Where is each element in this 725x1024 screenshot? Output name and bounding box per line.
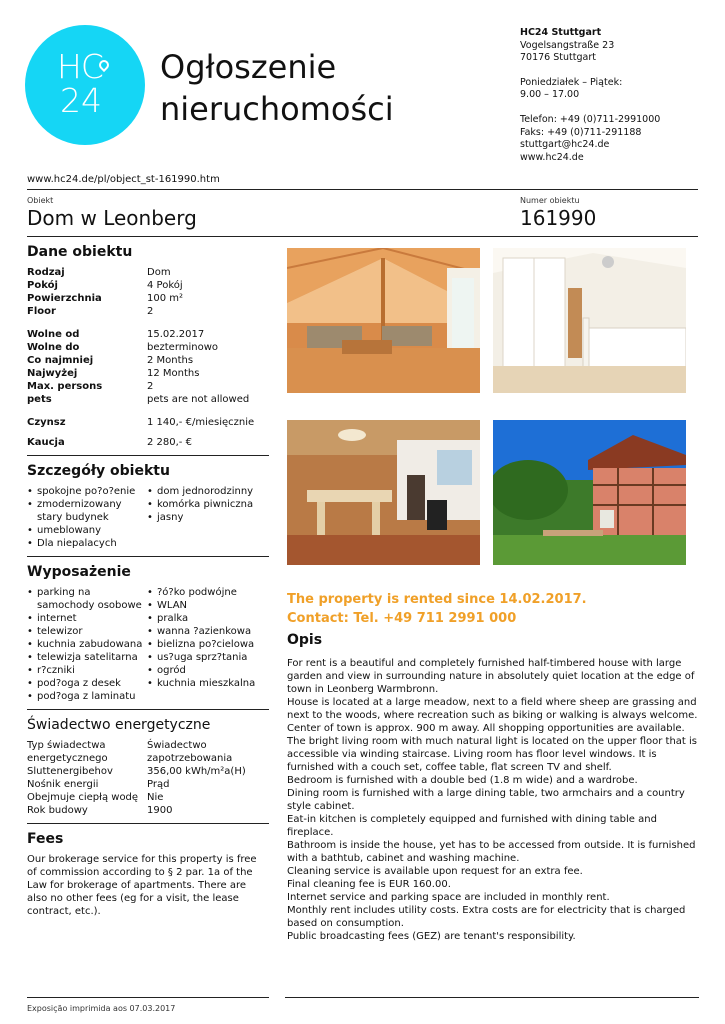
- property-key: pets: [27, 394, 52, 405]
- list-item: • r?czniki: [27, 664, 147, 677]
- property-key: Wolne do: [27, 342, 80, 353]
- description-paragraph: For rent is a beautiful and completely furnished half-timbered house with large garden and view in surrounding nature in absolutely quiet location at the edge of town in Leonberg Warmbronn.: [287, 658, 695, 695]
- property-value: 356,00 kWh/m²a(H): [147, 766, 246, 777]
- property-value: Świadectwo zapotrzebowania: [147, 740, 233, 764]
- left-column: [27, 244, 269, 918]
- divider: [27, 189, 698, 190]
- list-item: • umeblowany: [27, 524, 147, 537]
- property-row: [27, 341, 269, 354]
- list-item: • us?uga sprz?tania: [147, 651, 255, 664]
- divider: [27, 236, 698, 237]
- section-title-fees: Fees: [27, 831, 64, 847]
- agency-name: HC24 Stuttgart: [520, 27, 602, 38]
- property-value: 2 280,- €: [147, 437, 192, 448]
- property-value: 4 Pokój: [147, 280, 183, 291]
- rented-contact: Contact: Tel. +49 711 2991 000: [287, 611, 517, 626]
- property-value: 1 140,- €/miesięcznie: [147, 417, 255, 428]
- description-paragraph: Dining room is furnished with a large dining table, two armchairs and a country style cabinet.: [287, 788, 685, 812]
- list-item: • jasny: [147, 511, 253, 524]
- property-key: Obejmuje ciepłą wodę: [27, 792, 139, 803]
- rented-since: The property is rented since 14.02.2017.: [287, 592, 587, 607]
- property-value: 1900: [147, 805, 173, 816]
- property-key: Powierzchnia: [27, 293, 102, 304]
- list-item: • ogród: [147, 664, 255, 677]
- agency-fax: Faks: +49 (0)711-291188: [520, 126, 642, 138]
- property-value: pets are not allowed: [147, 394, 250, 405]
- agency-phone: Telefon: +49 (0)711-2991000: [520, 113, 661, 125]
- property-key: Nośnik energii: [27, 779, 99, 790]
- description-paragraph: Internet service and parking space are included in monthly rent.: [287, 892, 610, 903]
- photo-bedroom[interactable]: [493, 248, 686, 393]
- list-item: • spokojne po?o?enie: [27, 485, 147, 498]
- list-item: • zmodernizowany stary budynek: [27, 498, 147, 524]
- property-key: Rok budowy: [27, 805, 88, 816]
- footer-divider: [27, 997, 269, 998]
- property-key: Co najmniej: [27, 355, 94, 366]
- document-title: [160, 46, 394, 130]
- photo-house-exterior[interactable]: [493, 420, 686, 565]
- list-item: • bielizna po?cielowa: [147, 638, 255, 651]
- property-row: [27, 739, 269, 765]
- property-value: 100 m²: [147, 293, 184, 304]
- section-title-szczegoly: Szczegóły obiektu: [27, 463, 170, 479]
- description-paragraph: Bathroom is inside the house, yet has to be accessed from outside. It is furnished with a bathtub, cabinet and washing machine.: [287, 840, 696, 864]
- description-paragraph: Center of town is approx. 900 m away. All shopping opportunities are available.: [287, 723, 685, 734]
- property-row: [27, 279, 269, 292]
- list-item: • dom jednorodzinny: [147, 485, 253, 498]
- property-key: Wolne od: [27, 329, 80, 340]
- property-key: Rodzaj: [27, 267, 65, 278]
- property-value: 2 Months: [147, 355, 194, 366]
- section-title-opis: Opis: [287, 632, 323, 648]
- list-item: • Dla niepalacych: [27, 537, 147, 550]
- property-row: [27, 791, 269, 804]
- agency-contact: [520, 27, 660, 164]
- list-item: • kuchnia mieszkalna: [147, 677, 255, 690]
- property-key: Sluttenergibehov: [27, 766, 113, 777]
- list-item: • wanna ?azienkowa: [147, 625, 255, 638]
- object-number: 161990: [520, 206, 597, 230]
- property-key: Floor: [27, 306, 56, 317]
- property-row: [27, 380, 269, 393]
- divider: [27, 709, 269, 710]
- property-key: Pokój: [27, 280, 58, 291]
- details-list: [27, 485, 269, 550]
- object-label: Obiekt: [27, 196, 54, 205]
- rented-notice: [287, 590, 587, 628]
- description-paragraph: Public broadcasting fees (GEZ) are tenant's responsibility.: [287, 931, 576, 942]
- section-title-dane: Dane obiektu: [27, 244, 133, 260]
- print-date: Exposição imprimida aos 07.03.2017: [27, 1004, 176, 1013]
- property-value: Nie: [147, 792, 164, 803]
- footer-divider: [285, 997, 699, 998]
- list-item: • pod?oga z desek: [27, 677, 147, 690]
- property-key: Czynsz: [27, 417, 66, 428]
- list-item: • parking na samochody osobowe: [27, 586, 147, 612]
- list-item: • kuchnia zabudowana: [27, 638, 147, 651]
- description-paragraph: Bedroom is furnished with a double bed (1.8 m wide) and a wardrobe.: [287, 775, 638, 786]
- divider: [27, 556, 269, 557]
- property-row: [27, 367, 269, 380]
- property-key: Typ świadectwa energetycznego: [27, 740, 108, 764]
- property-row: [27, 328, 269, 341]
- description-paragraph: House is located at a large meadow, next to a field where sheep are grassing and next to the woods, where recreation such as biking or walking is always welcome.: [287, 697, 698, 721]
- list-item: • telewizor: [27, 625, 147, 638]
- description-paragraph: Eat-in kitchen is completely equipped and furnished with dining table and fireplace.: [287, 814, 657, 838]
- list-item: • ?ó?ko podwójne: [147, 586, 255, 599]
- property-key: Max. persons: [27, 381, 103, 392]
- agency-street: Vogelsangstraße 23: [520, 39, 615, 51]
- divider: [27, 455, 269, 456]
- logo-text-hc: HC: [57, 47, 103, 86]
- list-item: • telewizja satelitarna: [27, 651, 147, 664]
- description-text: [287, 657, 699, 943]
- property-value: Dom: [147, 267, 171, 278]
- object-name: Dom w Leonberg: [27, 206, 197, 230]
- property-row: [27, 266, 269, 279]
- list-item: • WLAN: [147, 599, 255, 612]
- property-row: [27, 393, 269, 406]
- list-item: • komórka piwniczna: [147, 498, 253, 511]
- list-item: • pod?oga z laminatu: [27, 690, 147, 703]
- agency-city: 70176 Stuttgart: [520, 52, 596, 64]
- property-value: bezterminowo: [147, 342, 219, 353]
- document-title-line1: Ogłoszenie: [160, 48, 337, 86]
- property-row: [27, 436, 269, 449]
- section-title-energy: Świadectwo energetyczne: [27, 717, 211, 733]
- document-title-line2: nieruchomości: [160, 90, 394, 128]
- property-value: 2: [147, 306, 154, 317]
- property-value: 12 Months: [147, 368, 200, 379]
- property-value: Prąd: [147, 779, 170, 790]
- hc24-logo: [25, 25, 145, 145]
- agency-web[interactable]: www.hc24.de: [520, 151, 584, 163]
- property-row: [27, 354, 269, 367]
- property-value: 2: [147, 381, 154, 392]
- list-item: • internet: [27, 612, 147, 625]
- list-item: • pralka: [147, 612, 255, 625]
- fees-text: Our brokerage service for this property is free of commission according to § 2 par. 1a of the Law for brokerage of apartments. There are also no other fees (eg for a visit, the lease contract, etc.).: [27, 854, 257, 917]
- equipment-list: [27, 586, 269, 703]
- section-title-wyposazenie: Wyposażenie: [27, 564, 131, 580]
- property-row: [27, 416, 269, 429]
- property-value: 15.02.2017: [147, 329, 205, 340]
- property-row: [27, 765, 269, 778]
- property-row: [27, 292, 269, 305]
- property-row: [27, 305, 269, 318]
- agency-hours: 9.00 – 17.00: [520, 89, 580, 101]
- photo-living-room[interactable]: [287, 248, 480, 393]
- description-paragraph: Monthly rent includes utility costs. Extra costs are for electricity that is charged based on consumption.: [287, 905, 686, 929]
- property-row: [27, 804, 269, 817]
- object-url[interactable]: www.hc24.de/pl/object_st-161990.htm: [27, 174, 220, 185]
- property-row: [27, 778, 269, 791]
- description-paragraph: Cleaning service is available upon request for an extra fee.: [287, 866, 583, 877]
- agency-email[interactable]: stuttgart@hc24.de: [520, 139, 610, 151]
- description-paragraph: The bright living room with much natural light is located on the upper floor that is accessible via winding staircase. Living room has floor level windows. It is furnished with a couch set, coffee table, flat screen TV and shelf.: [287, 736, 698, 773]
- photo-kitchen[interactable]: [287, 420, 480, 565]
- description-paragraph: Final cleaning fee is EUR 160.00.: [287, 879, 451, 890]
- divider: [27, 823, 269, 824]
- property-key: Najwyżej: [27, 368, 78, 379]
- property-key: Kaucja: [27, 437, 65, 448]
- logo-text-24: 24: [60, 81, 102, 120]
- agency-hours-label: Poniedziałek – Piątek:: [520, 76, 623, 88]
- object-number-label: Numer obiektu: [520, 196, 580, 205]
